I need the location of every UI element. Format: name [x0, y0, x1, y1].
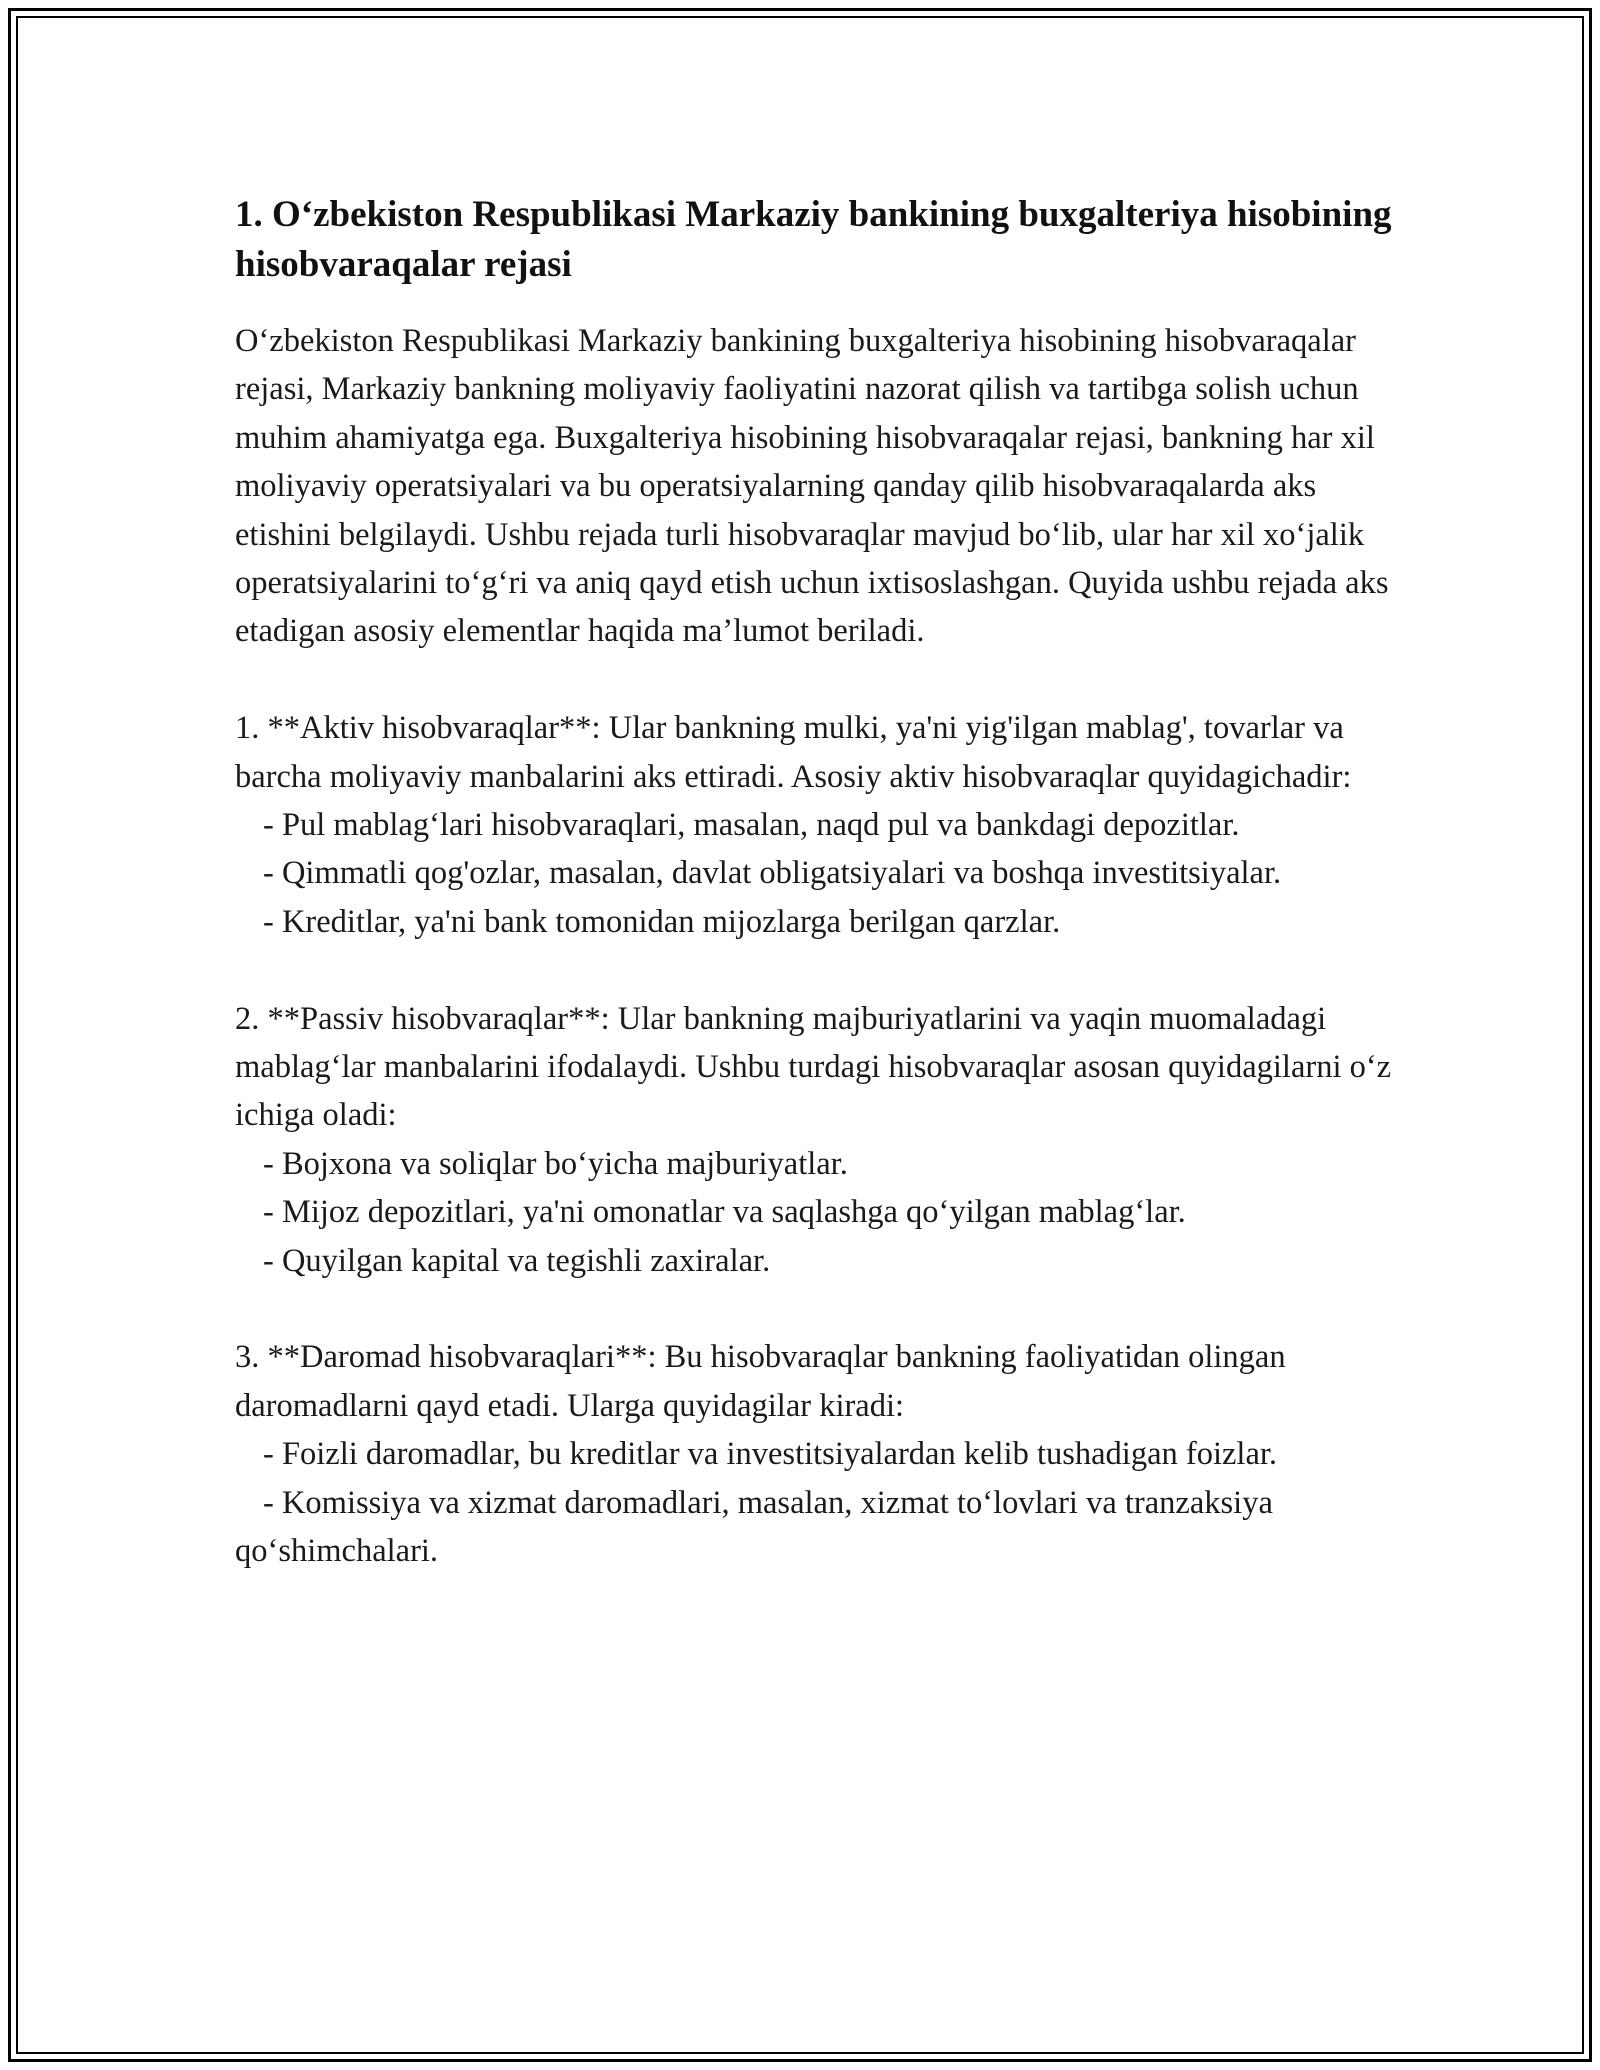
- section-2-item-1: [235, 1140, 1395, 1188]
- section-2-heading: 2. **Passiv hisobvaraqlar**: Ular bankning majburiyatlarini va yaqin muomaladagi mablag‘lar manbalarini ifodalaydi. Ushbu turdagi hisobvaraqlar asosan quyidagilarni o‘z ichiga oladi:: [235, 1000, 1392, 1134]
- list-item-text: - Quyilgan kapital va tegishli zaxiralar.: [263, 1242, 771, 1279]
- section-3-heading: 3. **Daromad hisobvaraqlari**: Bu hisobvaraqlar bankning faoliyatidan olingan daromadlarni qayd etadi. Ularga quyidagilar kiradi:: [235, 1339, 1286, 1424]
- list-item-text: - Pul mablag‘lari hisobvaraqlari, masalan, naqd pul va bankdagi depozitlar.: [263, 807, 1240, 844]
- section-3-item-2: [235, 1479, 1395, 1576]
- section-1-item-1: [235, 801, 1395, 849]
- list-item-text: - Kreditlar, ya'ni bank tomonidan mijozlarga berilgan qarzlar.: [263, 903, 1061, 940]
- section-spacer: [235, 656, 1395, 704]
- list-item-text: - Qimmatli qog'ozlar, masalan, davlat obligatsiyalari va boshqa investitsiyalar.: [263, 855, 1282, 892]
- list-item-text: - Mijoz depozitlari, ya'ni omonatlar va saqlashga qo‘yilgan mablag‘lar.: [263, 1194, 1186, 1231]
- section-2-item-3: [235, 1237, 1395, 1285]
- list-item-text: - Foizli daromadlar, bu kreditlar va investitsiyalardan kelib tushadigan foizlar.: [263, 1436, 1278, 1473]
- list-item-text: - Bojxona va soliqlar bo‘yicha majburiyatlar.: [263, 1145, 848, 1182]
- section-1-item-2: [235, 849, 1395, 897]
- section-spacer: [235, 1285, 1395, 1333]
- section-spacer: [235, 946, 1395, 994]
- document-body: [235, 190, 1395, 1576]
- section-1-heading: 1. **Aktiv hisobvaraqlar**: Ular bankning mulki, ya'ni yig'ilgan mablag', tovarlar va barcha moliyaviy manbalarini aks ettiradi. Asosiy aktiv hisobvaraqlar quyidagichadir:: [235, 710, 1352, 795]
- list-item-text: - Komissiya va xizmat daromadlari, masalan, xizmat to‘lovlari va tranzaksiya qo‘shimchalari.: [235, 1484, 1273, 1570]
- intro-paragraph: O‘zbekiston Respublikasi Markaziy bankining buxgalteriya hisobining hisobvaraqalar rejasi, Markaziy bankning moliyaviy faoliyatini nazorat qilish va tartibga solish uchun muhim ahamiyatga ega. Buxgalteriya hisobining hisobvaraqalar rejasi, bankning har xil moliyaviy operatsiyalari va bu operatsiyalarning qanday qilib hisobvaraqalarda aks etishini belgilaydi. Ushbu rejada turli hisobvaraqlar mavjud bo‘lib, ular har xil xo‘jalik operatsiyalarini to‘g‘ri va aniq qayd etish uchun ixtisoslashgan. Quyida ushbu rejada aks etadigan asosiy elementlar haqida ma’lumot beriladi.: [235, 323, 1389, 650]
- document-title: 1. O‘zbekiston Respublikasi Markaziy bankining buxgalteriya hisobining hisobvaraqalar rejasi: [235, 194, 1392, 285]
- section-1-item-3: [235, 898, 1395, 946]
- section-3-item-1: [235, 1430, 1395, 1478]
- section-2-item-2: [235, 1188, 1395, 1236]
